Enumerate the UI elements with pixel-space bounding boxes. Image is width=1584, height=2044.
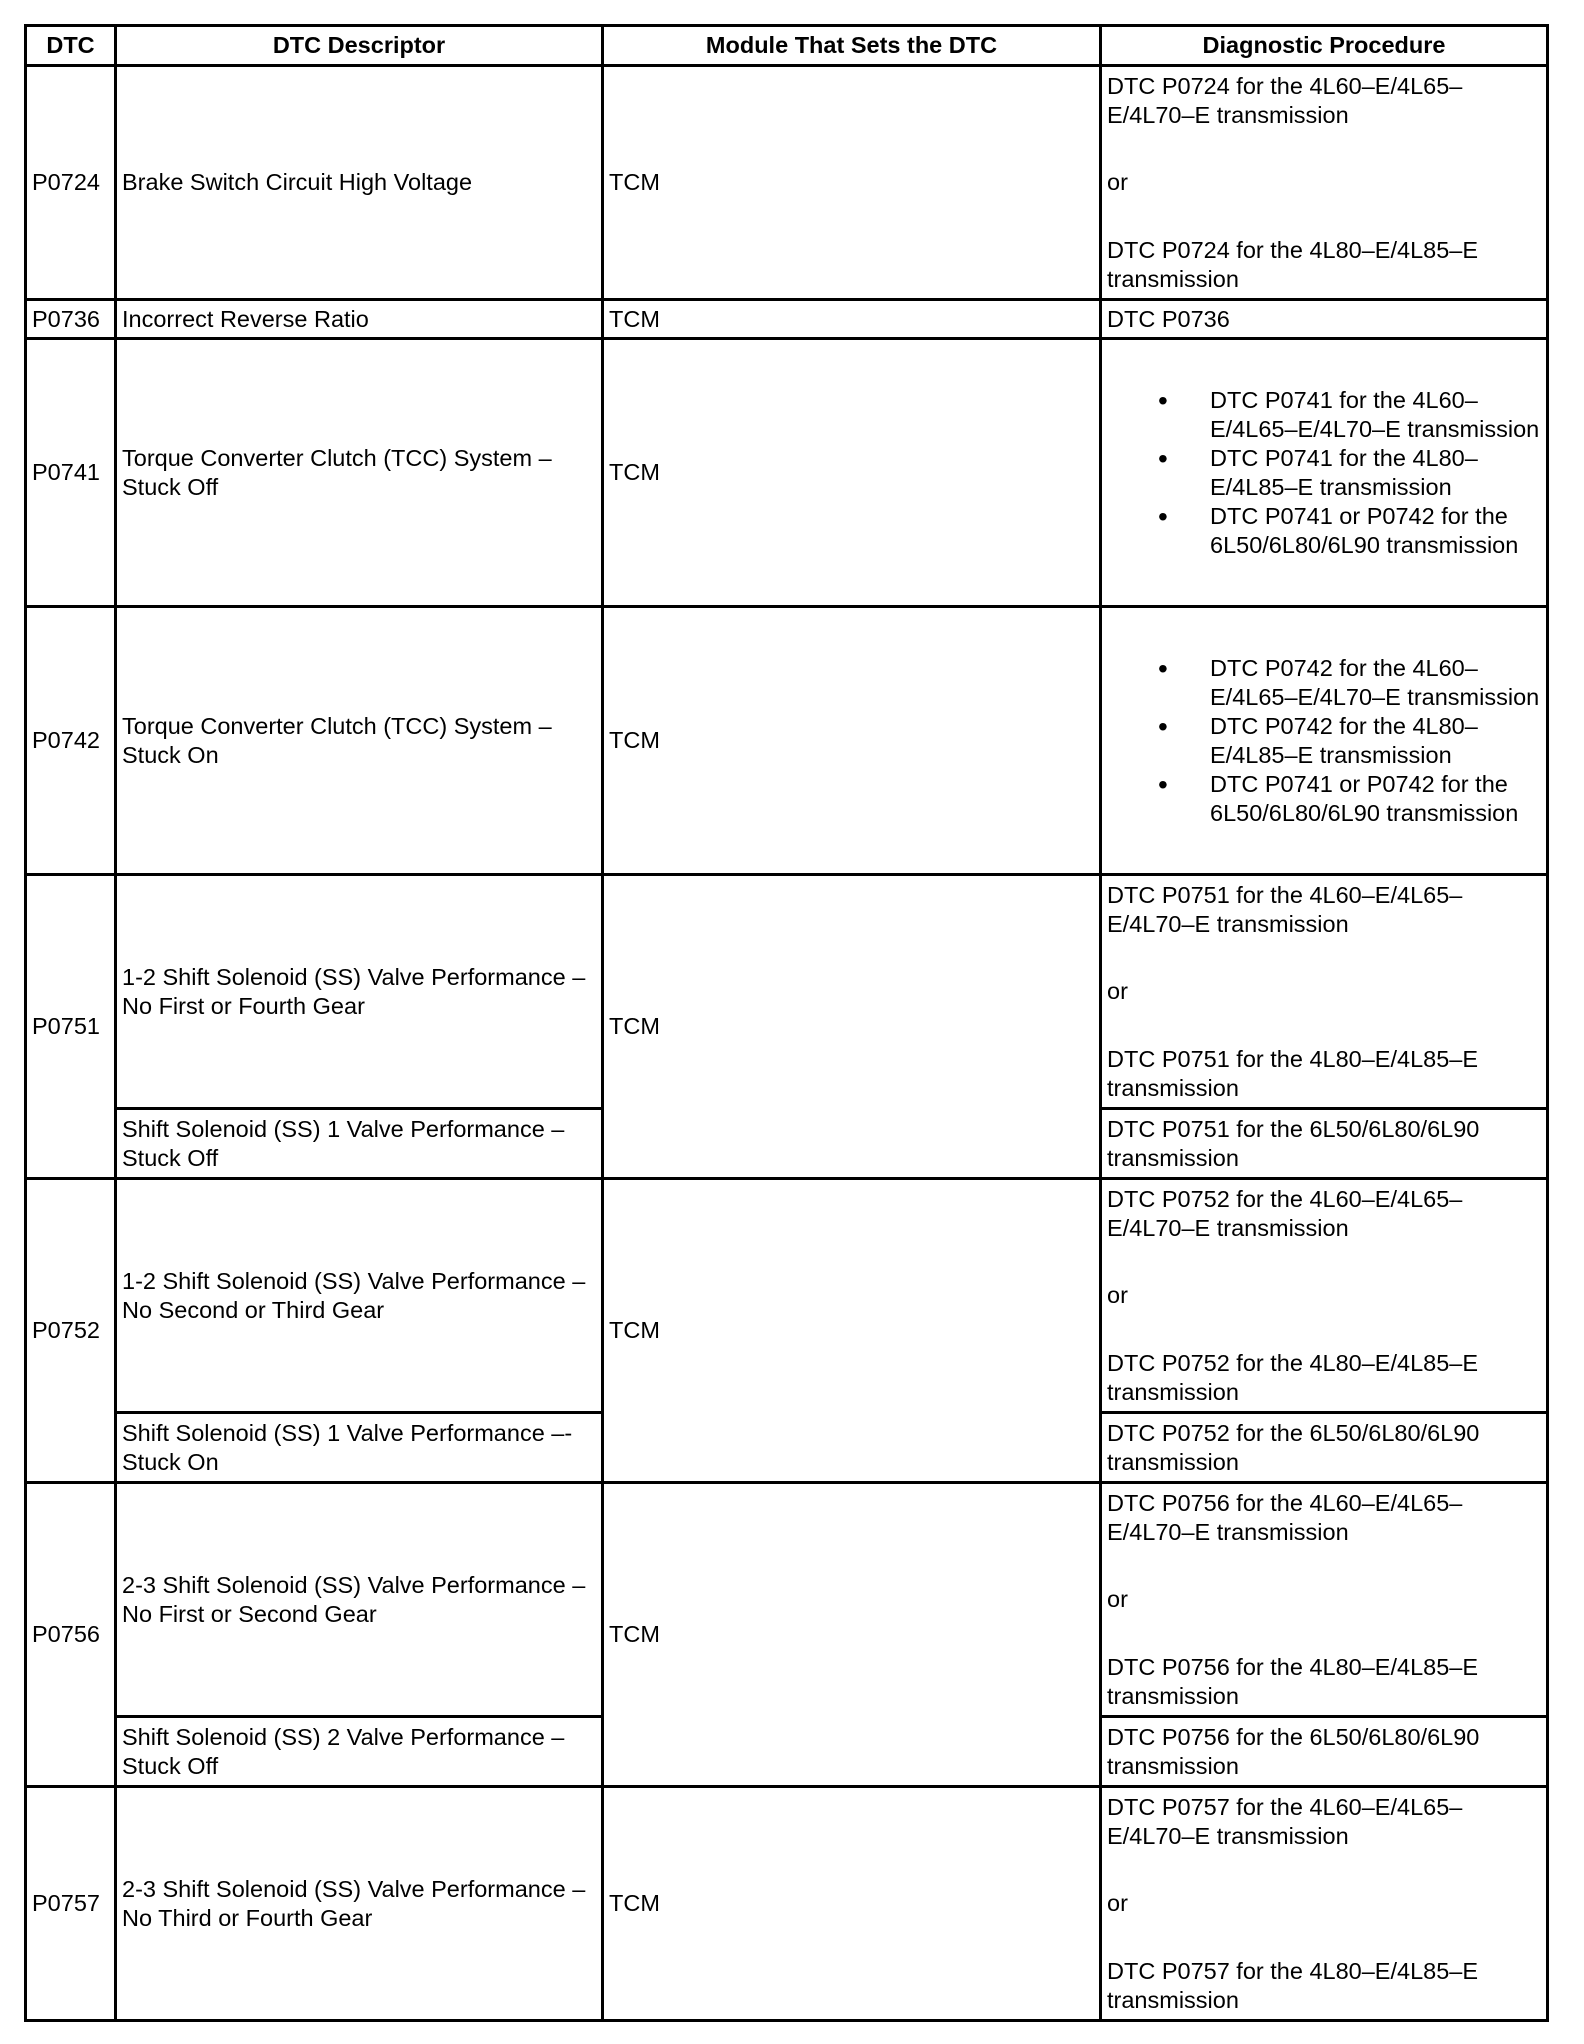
table-row bbox=[26, 1787, 1548, 2021]
dtc-descriptor: Torque Converter Clutch (TCC) System – Stuck On bbox=[116, 607, 603, 875]
table-row bbox=[26, 300, 1548, 339]
dtc-descriptor: Shift Solenoid (SS) 1 Valve Performance –- Stuck On bbox=[116, 1413, 603, 1483]
dtc-descriptor: 2-3 Shift Solenoid (SS) Valve Performance – No First or Second Gear bbox=[116, 1483, 603, 1717]
module-cell: TCM bbox=[603, 1787, 1101, 2021]
dtc-code: P0752 bbox=[26, 1179, 116, 1483]
dtc-descriptor: Shift Solenoid (SS) 1 Valve Performance – Stuck Off bbox=[116, 1109, 603, 1179]
procedure-text: DTC P0756 for the 4L80–E/4L85–E transmission bbox=[1107, 1653, 1479, 1709]
table-row bbox=[26, 66, 1548, 300]
module-cell: TCM bbox=[603, 300, 1101, 339]
procedure-text: DTC P0752 for the 4L80–E/4L85–E transmission bbox=[1107, 1349, 1479, 1405]
procedure-text: DTC P0751 for the 4L80–E/4L85–E transmission bbox=[1107, 1045, 1479, 1101]
dtc-descriptor: Torque Converter Clutch (TCC) System – Stuck Off bbox=[116, 339, 603, 607]
table-row bbox=[26, 339, 1548, 607]
dtc-code: P0724 bbox=[26, 66, 116, 300]
dtc-descriptor: Incorrect Reverse Ratio bbox=[116, 300, 603, 339]
procedure-list bbox=[1107, 654, 1541, 828]
dtc-code: P0736 bbox=[26, 300, 116, 339]
procedure-cell bbox=[1101, 1787, 1548, 2021]
module-cell: TCM bbox=[603, 339, 1101, 607]
dtc-code: P0741 bbox=[26, 339, 116, 607]
procedure-cell bbox=[1101, 1483, 1548, 1717]
dtc-table bbox=[24, 24, 1549, 2022]
dtc-descriptor: 1-2 Shift Solenoid (SS) Valve Performance – No First or Fourth Gear bbox=[116, 875, 603, 1109]
procedure-or: or bbox=[1107, 1282, 1128, 1308]
dtc-descriptor: 1-2 Shift Solenoid (SS) Valve Performance – No Second or Third Gear bbox=[116, 1179, 603, 1413]
list-item: • DTC P0741 or P0742 for the 6L50/6L80/6L90 transmission bbox=[1210, 502, 1541, 560]
procedure-or: or bbox=[1107, 169, 1128, 195]
table-row bbox=[26, 875, 1548, 1109]
list-item: • DTC P0741 or P0742 for the 6L50/6L80/6L90 transmission bbox=[1210, 770, 1541, 828]
procedure-cell: DTC P0752 for the 6L50/6L80/6L90 transmission bbox=[1101, 1413, 1548, 1483]
header-descriptor: DTC Descriptor bbox=[116, 26, 603, 66]
procedure-text: DTC P0756 for the 4L60–E/4L65–E/4L70–E transmission bbox=[1107, 1489, 1463, 1545]
module-cell: TCM bbox=[603, 607, 1101, 875]
header-dtc: DTC bbox=[26, 26, 116, 66]
list-item: • DTC P0741 for the 4L60–E/4L65–E/4L70–E transmission bbox=[1210, 386, 1541, 444]
dtc-descriptor: Shift Solenoid (SS) 2 Valve Performance – Stuck Off bbox=[116, 1717, 603, 1787]
procedure-text: DTC P0757 for the 4L80–E/4L85–E transmission bbox=[1107, 1957, 1479, 2013]
procedure-cell bbox=[1101, 607, 1548, 875]
dtc-descriptor: 2-3 Shift Solenoid (SS) Valve Performance – No Third or Fourth Gear bbox=[116, 1787, 603, 2021]
table-row bbox=[26, 1179, 1548, 1413]
list-item: • DTC P0741 for the 4L80–E/4L85–E transmission bbox=[1210, 444, 1541, 502]
procedure-text: DTC P0757 for the 4L60–E/4L65–E/4L70–E transmission bbox=[1107, 1793, 1463, 1849]
module-cell: TCM bbox=[603, 1179, 1101, 1483]
procedure-cell: DTC P0736 bbox=[1101, 300, 1548, 339]
module-cell: TCM bbox=[603, 1483, 1101, 1787]
procedure-text: DTC P0751 for the 4L60–E/4L65–E/4L70–E transmission bbox=[1107, 881, 1463, 937]
list-item: • DTC P0742 for the 4L60–E/4L65–E/4L70–E transmission bbox=[1210, 654, 1541, 712]
procedure-or: or bbox=[1107, 1890, 1128, 1916]
procedure-text: DTC P0752 for the 4L60–E/4L65–E/4L70–E transmission bbox=[1107, 1185, 1463, 1241]
dtc-code: P0757 bbox=[26, 1787, 116, 2021]
header-row bbox=[26, 26, 1548, 66]
module-cell: TCM bbox=[603, 875, 1101, 1179]
dtc-code: P0756 bbox=[26, 1483, 116, 1787]
procedure-cell: DTC P0751 for the 6L50/6L80/6L90 transmission bbox=[1101, 1109, 1548, 1179]
procedure-text: DTC P0724 for the 4L60–E/4L65–E/4L70–E transmission bbox=[1107, 72, 1463, 128]
dtc-code: P0742 bbox=[26, 607, 116, 875]
dtc-code: P0751 bbox=[26, 875, 116, 1179]
table-row bbox=[26, 1483, 1548, 1717]
procedure-cell bbox=[1101, 66, 1548, 300]
module-cell: TCM bbox=[603, 66, 1101, 300]
procedure-cell bbox=[1101, 1179, 1548, 1413]
procedure-cell: DTC P0756 for the 6L50/6L80/6L90 transmission bbox=[1101, 1717, 1548, 1787]
list-item: • DTC P0742 for the 4L80–E/4L85–E transmission bbox=[1210, 712, 1541, 770]
procedure-cell bbox=[1101, 339, 1548, 607]
procedure-text: DTC P0724 for the 4L80–E/4L85–E transmission bbox=[1107, 236, 1479, 292]
procedure-or: or bbox=[1107, 978, 1128, 1004]
procedure-or: or bbox=[1107, 1586, 1128, 1612]
header-module: Module That Sets the DTC bbox=[603, 26, 1101, 66]
procedure-list bbox=[1107, 386, 1541, 560]
procedure-cell bbox=[1101, 875, 1548, 1109]
table-row bbox=[26, 607, 1548, 875]
dtc-descriptor: Brake Switch Circuit High Voltage bbox=[116, 66, 603, 300]
header-procedure: Diagnostic Procedure bbox=[1101, 26, 1548, 66]
